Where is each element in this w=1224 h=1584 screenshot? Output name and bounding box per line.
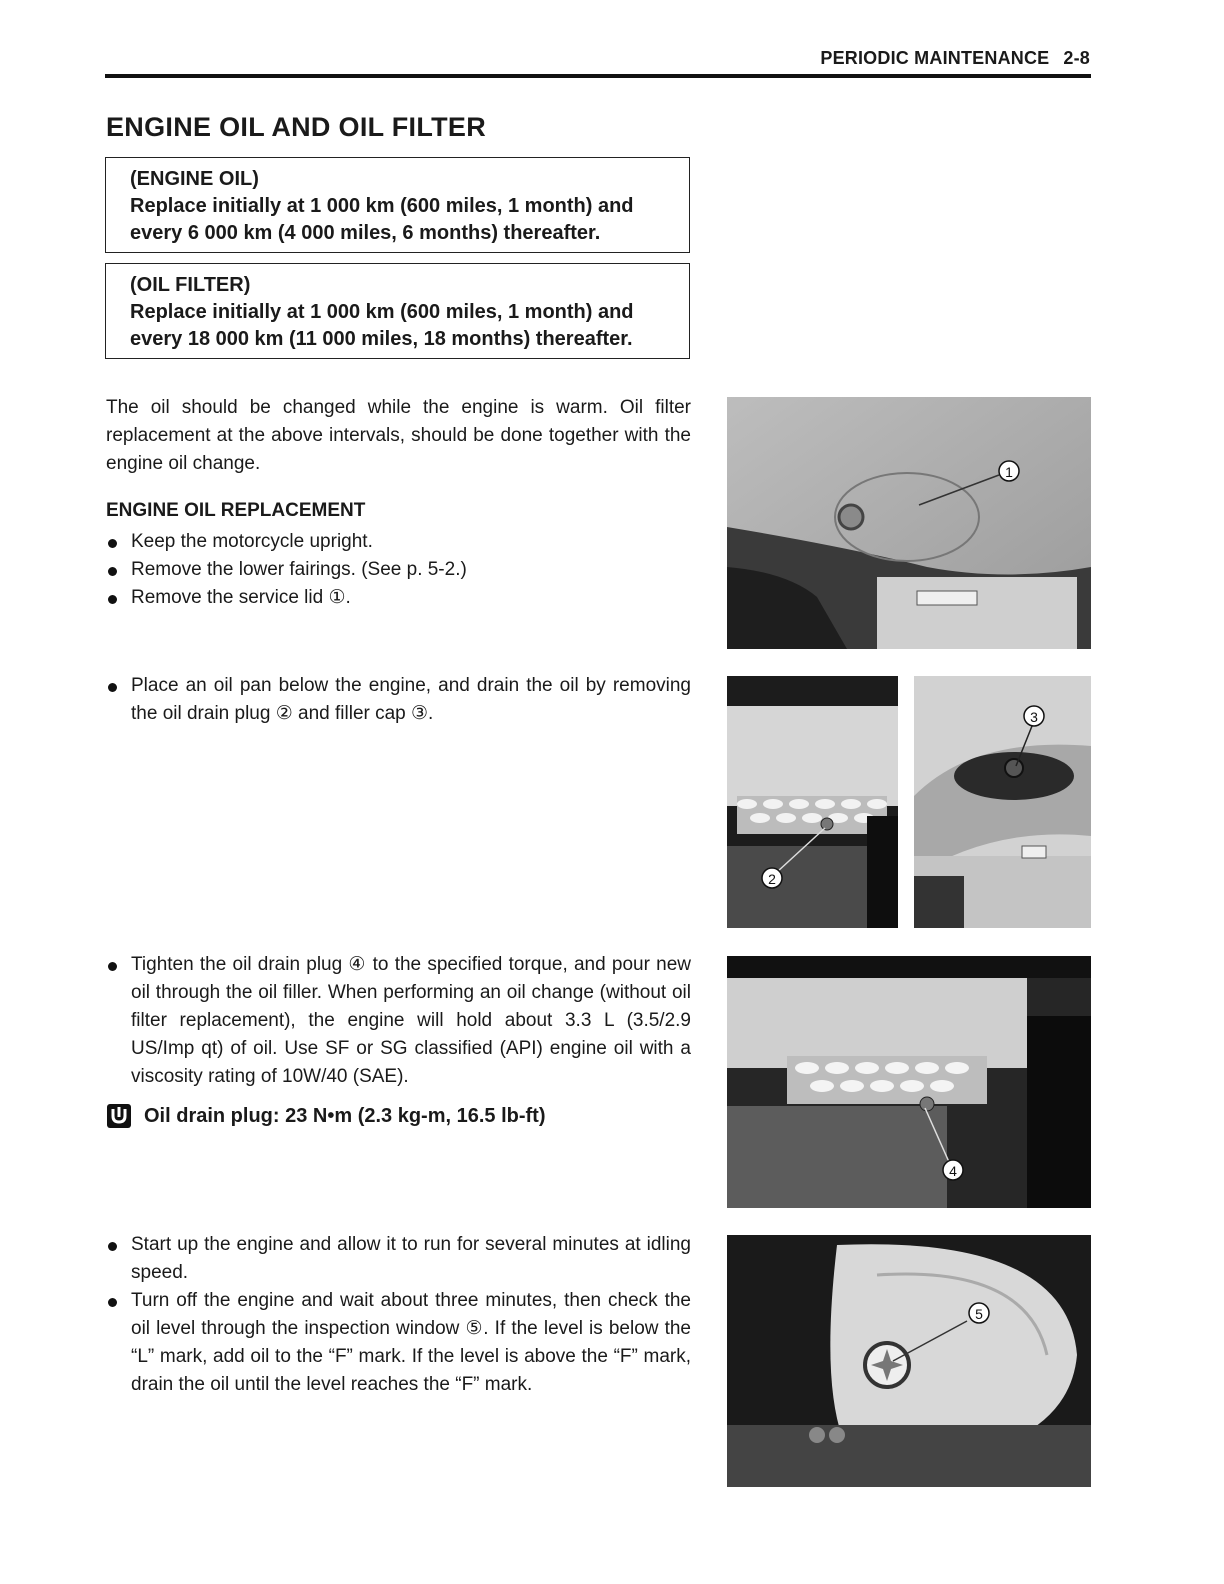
- callout-1-label: 1: [1005, 464, 1013, 480]
- torque-wrench-icon: [106, 1103, 132, 1129]
- page-title: ENGINE OIL AND OIL FILTER: [106, 112, 487, 142]
- list-item: [106, 1231, 691, 1287]
- list-item: [106, 584, 691, 612]
- list-item-text: Tighten the oil drain plug ④ to the specified torque, and pour new oil through the oil filler. When performing an oil change (without oil filter replacement), the engine will hold about 3.3 L (3.5/2.9 US/Imp qt) of oil. Use SF or SG classified (API) engine oil with a viscosity rating of 10W/40 (SAE).: [131, 954, 691, 1087]
- header-section: PERIODIC MAINTENANCE: [820, 48, 1050, 68]
- list-item: [106, 528, 691, 556]
- filler-cap-photo: [914, 676, 1091, 928]
- callout-5-label: 5: [975, 1306, 983, 1322]
- callout-4-label: 4: [949, 1163, 957, 1179]
- list-item-text: Turn off the engine and wait about three minutes, then check the oil level through the inspection window ⑤. If the level is below the “L” mark, add oil to the “F” mark. If the level is above the “F” mark, drain the oil until the level reaches the “F” mark.: [131, 1290, 691, 1395]
- box-line: every 6 000 km (4 000 miles, 6 months) thereafter.: [130, 222, 601, 244]
- bullet-list: [106, 528, 691, 612]
- bullet-dot-icon: [108, 595, 117, 604]
- bullet-list: [106, 951, 691, 1091]
- running-header: [820, 48, 1090, 69]
- list-item-text: Start up the engine and allow it to run for several minutes at idling speed.: [131, 1234, 691, 1283]
- section-heading: ENGINE OIL REPLACEMENT: [106, 500, 366, 521]
- page-number: 2-8: [1063, 48, 1090, 68]
- bullet-list: [106, 672, 691, 728]
- callout-3-label: 3: [1030, 709, 1038, 725]
- callout-2-label: 2: [768, 871, 776, 887]
- list-item-text: Remove the lower fairings. (See p. 5-2.): [131, 559, 467, 580]
- inspection-window-photo: [727, 1235, 1091, 1487]
- bullet-dot-icon: [108, 539, 117, 548]
- box-label: (ENGINE OIL): [130, 168, 259, 190]
- bullet-dot-icon: [108, 1242, 117, 1251]
- list-item-text: Remove the service lid ①.: [131, 587, 351, 608]
- bullet-dot-icon: [108, 683, 117, 692]
- box-line: every 18 000 km (11 000 miles, 18 months) thereafter.: [130, 328, 633, 350]
- torque-text: Oil drain plug: 23 N•m (2.3 kg-m, 16.5 lb-ft): [144, 1104, 546, 1127]
- box-line: Replace initially at 1 000 km (600 miles, 1 month) and: [130, 301, 634, 323]
- box-label: (OIL FILTER): [130, 274, 251, 296]
- list-item: [106, 672, 691, 728]
- drain-plug-torque-photo: [727, 956, 1091, 1208]
- list-item: [106, 1287, 691, 1399]
- list-item-text: Keep the motorcycle upright.: [131, 531, 373, 552]
- list-item: [106, 556, 691, 584]
- torque-spec: [106, 1103, 546, 1129]
- list-item-text: Place an oil pan below the engine, and drain the oil by removing the oil drain plug ② and filler cap ③.: [131, 675, 691, 724]
- engine-oil-interval-box: [105, 157, 690, 253]
- list-item: [106, 951, 691, 1091]
- bullet-dot-icon: [108, 962, 117, 971]
- service-lid-photo: [727, 397, 1091, 649]
- drain-plug-photo: [727, 676, 898, 928]
- box-line: Replace initially at 1 000 km (600 miles, 1 month) and: [130, 195, 634, 217]
- oil-filter-interval-box: [105, 263, 690, 359]
- bullet-dot-icon: [108, 567, 117, 576]
- intro-paragraph: The oil should be changed while the engine is warm. Oil filter replacement at the above intervals, should be done together with the engine oil change.: [106, 397, 691, 474]
- header-rule: [105, 74, 1091, 78]
- bullet-list: [106, 1231, 691, 1399]
- bullet-dot-icon: [108, 1298, 117, 1307]
